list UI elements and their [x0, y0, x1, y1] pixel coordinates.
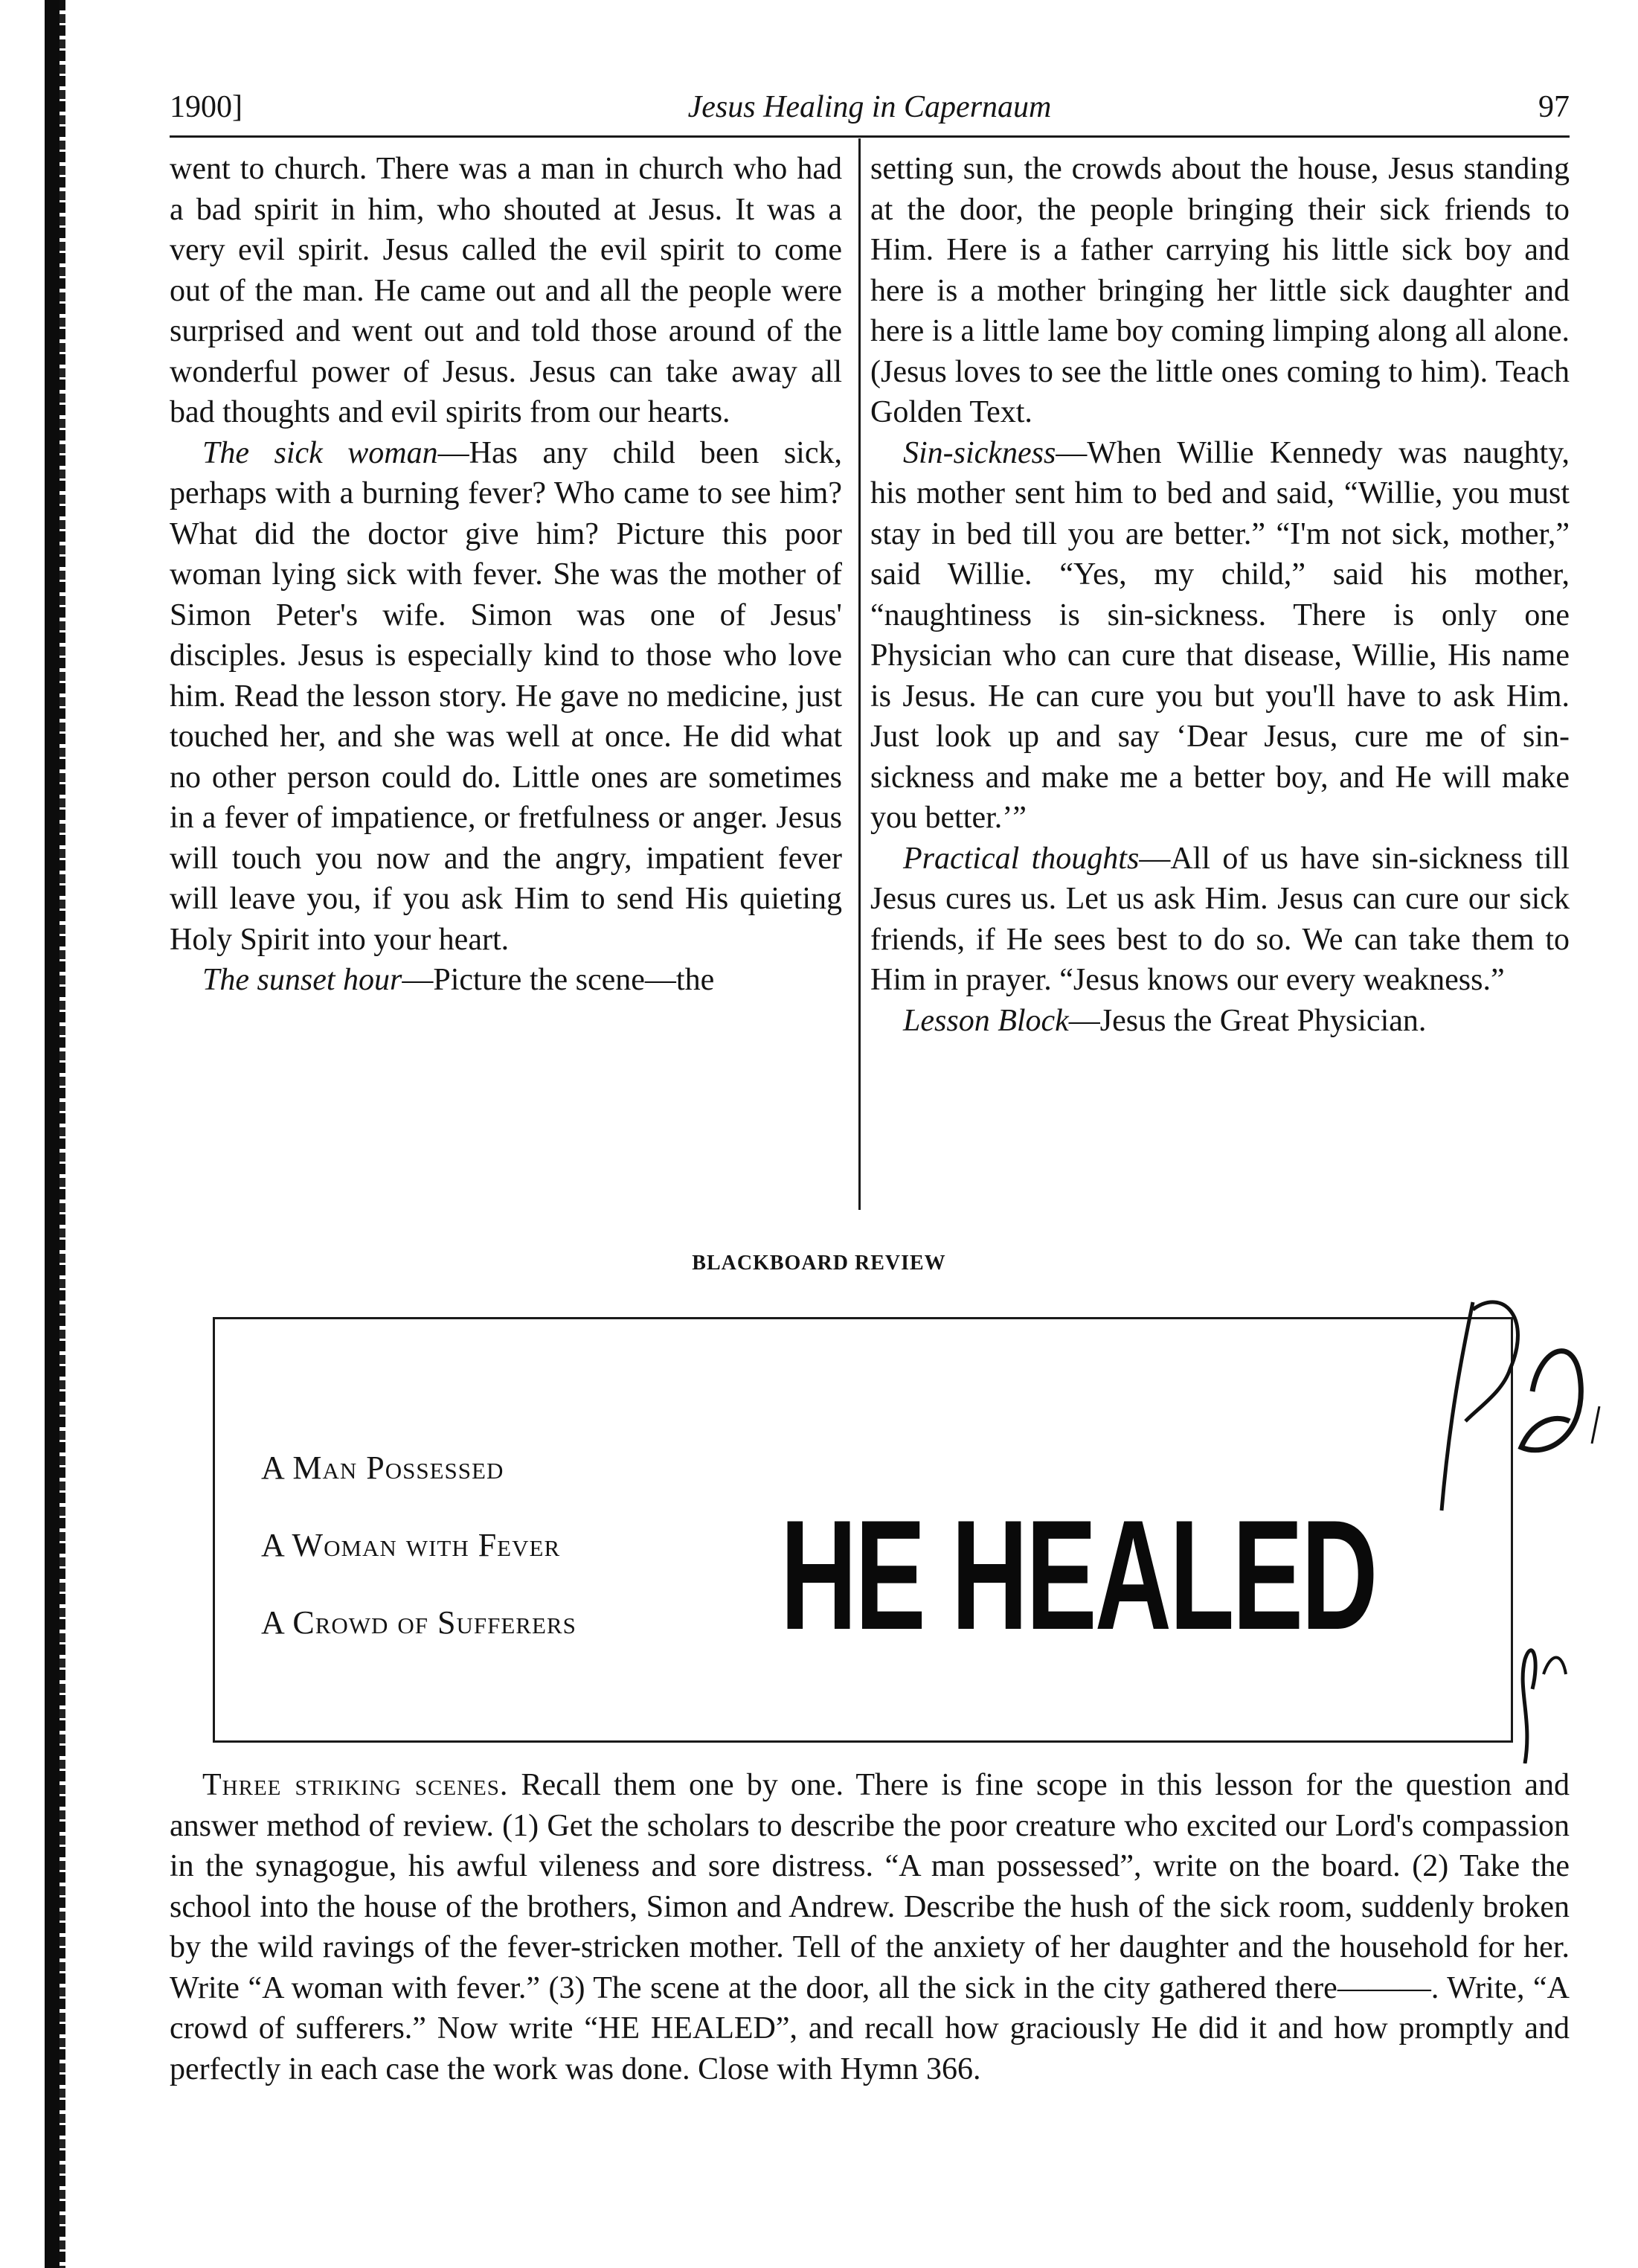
review-paragraph: [170, 1765, 1570, 2089]
header-rule: [170, 135, 1570, 138]
he-healed-headline: HE HEALED: [780, 1487, 1376, 1662]
setting-sun-paragraph: setting sun, the crowds about the house, Jesus standing at the door, the people bringing their sick friends to Him. Here is a father carrying his little sick boy and here is a mother bringing her little sick daughter and here is a little lame boy coming limping along all alone. (Jesus loves to see the little ones coming to him). Teach Golden Text.: [870, 152, 1570, 429]
ink-stroke-2: [1465, 1302, 1517, 1421]
header-title: Jesus Healing in Capernaum: [687, 90, 1052, 124]
sunset-hour-text: —Picture the scene—the: [402, 963, 715, 997]
blackboard-lines: [261, 1429, 722, 1662]
sick-woman-heading: The sick woman: [202, 435, 438, 470]
review-heading: Three striking scenes.: [202, 1768, 509, 1802]
ink-stroke-6: [1544, 1658, 1566, 1675]
binding-edge: [45, 0, 61, 2268]
review-body: Recall them one by one. There is fine scope in this lesson for the question and answer method of review. (1) Get the scholars to describe the poor creature who excited our Lord's compassion in the synagogue, his awful vileness and sore distress. “A man possessed”, write on the board. (2) Take the school into the house of the brothers, Simon and Andrew. Describe the hush of the sick room, suddenly broken by the wild ravings of the fever-stricken mother. Tell of the anxiety of her daughter and the household for her. Write “A woman with fever.” (3) The scene at the door, all the sick in the city gathered there———. Write, “A crowd of sufferers.” Now write “HE HEALED”, and recall how graciously He did it and how promptly and perfectly in each case the work was done. Close with Hymn 366.: [170, 1768, 1570, 2086]
lesson-block-text: —Jesus the Great Physician.: [1068, 1003, 1427, 1038]
evil-spirit-paragraph: went to church. There was a man in church who had a bad spirit in him, who shouted at Jesus. It was a very evil spirit. Jesus called the evil spirit to come out of the man. He came out and all the people were surprised and went out and told those around of the wonderful power of Jesus. Jesus can take away all bad thoughts and evil spirits from our hearts.: [170, 152, 842, 429]
sick-woman-text: —Has any child been sick, perhaps with a burning fever? Who came to see him? What did the doctor give him? Picture this poor woman lying sick with fever. She was the mother of Simon Peter's wife. Simon was one of Jesus' disciples. Jesus is especially kind to those who love him. Read the lesson story. He gave no medicine, just touched her, and she was well at once. He did what no other person could do. Little ones are sometimes in a fever of impatience, or fretfulness or anger. Jesus will touch you now and the angry, impatient fever will leave you, if you ask Him to send His quieting Holy Spirit into your heart.: [170, 435, 842, 957]
sin-sickness-heading: Sin-sickness: [903, 435, 1056, 470]
sin-sickness-paragraph: [870, 433, 1570, 839]
sick-woman-paragraph: [170, 433, 842, 961]
blackboard-line-possessed: A Man Possessed: [261, 1449, 504, 1486]
sunset-hour-heading: The sunset hour: [202, 963, 402, 997]
practical-thoughts-text: —All of us have sin-sickness till Jesus cures us. Let us ask Him. Jesus can cure our sick friends, if He sees best to do so. We can take them to Him in prayer. “Jesus knows our every weakness.”: [870, 841, 1570, 997]
page-number: 97: [1538, 90, 1570, 124]
handwritten-marginalia: [1421, 1198, 1638, 1764]
column-divider: [858, 138, 861, 1210]
blackboard-line-fever: A Woman with Fever: [261, 1527, 561, 1563]
ink-stroke-1: [1442, 1302, 1473, 1511]
lesson-block-paragraph: [870, 1001, 1570, 1042]
running-head: [170, 83, 1570, 131]
practical-thoughts-paragraph: [870, 839, 1570, 1001]
blackboard-line-sufferers: A Crowd of Sufferers: [261, 1604, 576, 1641]
lesson-block-heading: Lesson Block: [903, 1003, 1069, 1038]
header-year: 1900]: [170, 90, 243, 124]
left-column: [170, 149, 842, 1220]
ink-stroke-4: [1592, 1406, 1599, 1444]
ink-stroke-3: [1521, 1351, 1581, 1450]
sin-sickness-text: —When Willie Kennedy was naughty, his mother sent him to bed and said, “Willie, you must stay in bed till you are better.” “I'm not sick, mother,” said Willie. “Yes, my child,” said his mother, “naughtiness is sin-sickness. There is only one Physician who can cure that disease, Willie, His name is Jesus. He can cure you but you'll have to ask Him. Just look up and say ‘Dear Jesus, cure me of sin-sickness and make me a better boy, and He will make you better.’”: [870, 435, 1570, 835]
sunset-hour-paragraph: [170, 960, 842, 1001]
ink-stroke-5: [1523, 1650, 1535, 1764]
right-column: [870, 149, 1570, 1220]
blackboard-box: [213, 1317, 1513, 1743]
practical-thoughts-heading: Practical thoughts: [903, 841, 1140, 876]
blackboard-caption: BLACKBOARD REVIEW: [692, 1252, 946, 1275]
